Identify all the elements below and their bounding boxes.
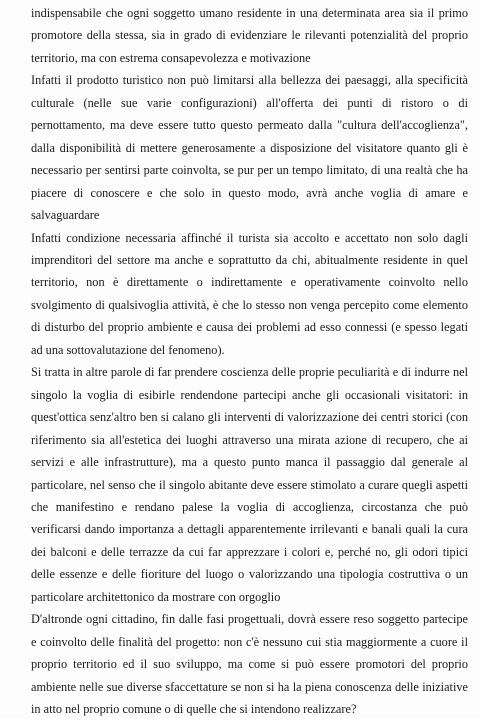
paragraph-4: Si tratta in altre parole di far prendere coscienza delle proprie peculiarità e di indurre nel singolo la voglia di esibirle rendendone partecipi anche gli occasionali visitatori: in quest'ottica senz'altro ben si calano gli interventi di valorizzazione dei centri storici (con riferimento sia all'estetica dei luoghi attraverso una mirata azione di recupero, che ai servizi e alle infrastrutture), ma a questo punto manca il passaggio dal generale al particolare, nel senso che il singolo abitante deve essere stimolato a curare quegli aspetti che manifestino e rendano palese la voglia di accoglienza, circostanza che può verificarsi dando importanza a dettagli apparentemente irrilevanti e banali quali la cura dei balconi e delle terrazze da cui far apprezzare i colori e, perché no, gli odori tipici delle essenze e delle fioriture del luogo o valorizzando una tipologia costruttiva o un particolare architettonico da mostrare con orgoglio xyxy=(31,365,468,604)
paragraph-2: Infatti il prodotto turistico non può limitarsi alla bellezza dei paesaggi, alla specificità culturale (nelle sue varie configurazioni) all'offerta dei punti di ristoro o di pernottamento, ma deve essere tutto questo permeato dalla "cultura dell'accoglienza", dalla disponibilità di mettere generosamente a disposizione del visitatore quanto gli è necessario per sentirsi parte coinvolta, se pur per un tempo limitato, di una realtà che ha piacere di conoscere e che solo in questo modo, avrà anche voglia di amare e salvaguardare xyxy=(31,73,468,223)
paragraph-1: indispensabile che ogni soggetto umano residente in una determinata area sia il primo promotore della stessa, sia in grado di evidenziare le rilevanti potenzialità del proprio territorio, ma con estrema consapevolezza e motivazione xyxy=(31,6,468,65)
paragraph-5: D'altronde ogni cittadino, fin dalle fasi progettuali, dovrà essere reso soggetto partecipe e coinvolto delle finalità del progetto: non c'è nessuno cui stia maggiormente a cuore il proprio territorio ed il suo sviluppo, ma come si può essere promotori del proprio ambiente nelle sue diverse sfaccettature se non si ha la piena conoscenza delle iniziative in atto nel proprio comune o di quelle che si intendono realizzare? xyxy=(31,612,468,717)
paragraph-3: Infatti condizione necessaria affinché il turista sia accolto e accettato non solo dagli imprenditori del settore ma anche e soprattutto da chi, abitualmente residente in quel territorio, non è direttamente o indirettamente e operativamente coinvolto nello svolgimento di qualsivoglia attività, è che lo stesso non venga percepito come elemento di disturbo del proprio ambiente e causa dei problemi ad esso connessi (e spesso legati ad una sottovalutazione del fenomeno). xyxy=(31,230,468,357)
body-text xyxy=(31,2,468,721)
